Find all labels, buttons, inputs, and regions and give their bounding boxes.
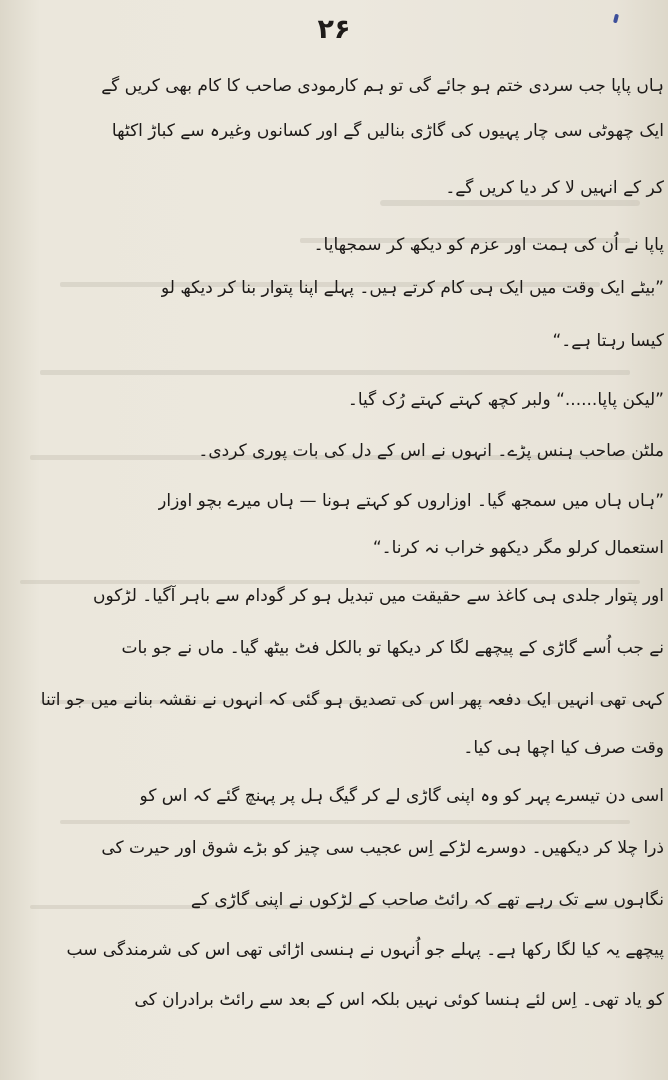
text-line: کیسا رہتا ہے۔“ — [552, 331, 664, 351]
text-line: کو یاد تھی۔ اِس لئے ہنسا کوئی نہیں بلکہ اس کے بعد سے رائٹ برادران کی — [134, 990, 664, 1010]
text-line: کہی تھی انہیں ایک دفعہ پھر اس کی تصدیق ہو گئی کہ انہوں نے نقشہ بنانے میں جو اتنا — [40, 690, 664, 710]
text-line: نگاہوں سے تک رہے تھے کہ رائٹ صاحب کے لڑکوں نے اپنی گاڑی کے — [190, 890, 664, 910]
text-line: استعمال کرلو مگر دیکھو خراب نہ کرنا۔“ — [372, 538, 664, 558]
text-line: ایک چھوٹی سی چار پہیوں کی گاڑی بنالیں گے اور کسانوں وغیرہ سے کباڑ اکٹھا — [111, 121, 664, 141]
text-line: ”لیکن پاپا......“ ولبر کچھ کہتے کہتے رُک گیا۔ — [347, 390, 664, 410]
text-line: نے جب اُسے گاڑی کے پیچھے لگا کر دیکھا تو بالکل فٹ بیٹھ گیا۔ ماں نے جو بات — [121, 638, 664, 658]
text-line: ذرا چلا کر دیکھیں۔ دوسرے لڑکے اِس عجیب سی چیز کو بڑے شوق اور حیرت کی — [101, 838, 664, 858]
text-line: وقت صرف کیا اچھا ہی کیا۔ — [463, 738, 664, 758]
text-line: کر کے انہیں لا کر دیا کریں گے۔ — [445, 178, 664, 198]
text-line: ”ہاں ہاں میں سمجھ گیا۔ اوزاروں کو کہتے ہونا — ہاں میرے بچو اوزار — [158, 491, 664, 511]
page-number: ۲۶ — [317, 14, 351, 45]
text-line: پیچھے یہ کیا لگا رکھا ہے۔ پہلے جو اُنہوں نے ہنسی اڑائی تھی اس کی شرمندگی سب — [66, 940, 664, 960]
text-line: پاپا نے اُن کی ہمت اور عزم کو دیکھ کر سمجھایا۔ — [313, 235, 664, 255]
text-line: اور پتوار جلدی ہی کاغذ سے حقیقت میں تبدیل ہو کر گودام سے باہر آگیا۔ لڑکوں — [92, 586, 664, 606]
text-line: اسی دن تیسرے پہر کو وہ اپنی گاڑی لے کر گیگ ہل پر پہنچ گئے کہ اس کو — [139, 786, 664, 806]
text-line: ہاں پاپا جب سردی ختم ہو جائے گی تو ہم کارمودی صاحب کا کام بھی کریں گے — [101, 76, 664, 96]
text-line: ملٹن صاحب ہنس پڑے۔ انہوں نے اس کے دل کی بات پوری کردی۔ — [198, 441, 664, 461]
text-line: ”بیٹے ایک وقت میں ایک ہی کام کرتے ہیں۔ پہلے اپنا پتوار بنا کر دیکھ لو — [161, 278, 664, 298]
